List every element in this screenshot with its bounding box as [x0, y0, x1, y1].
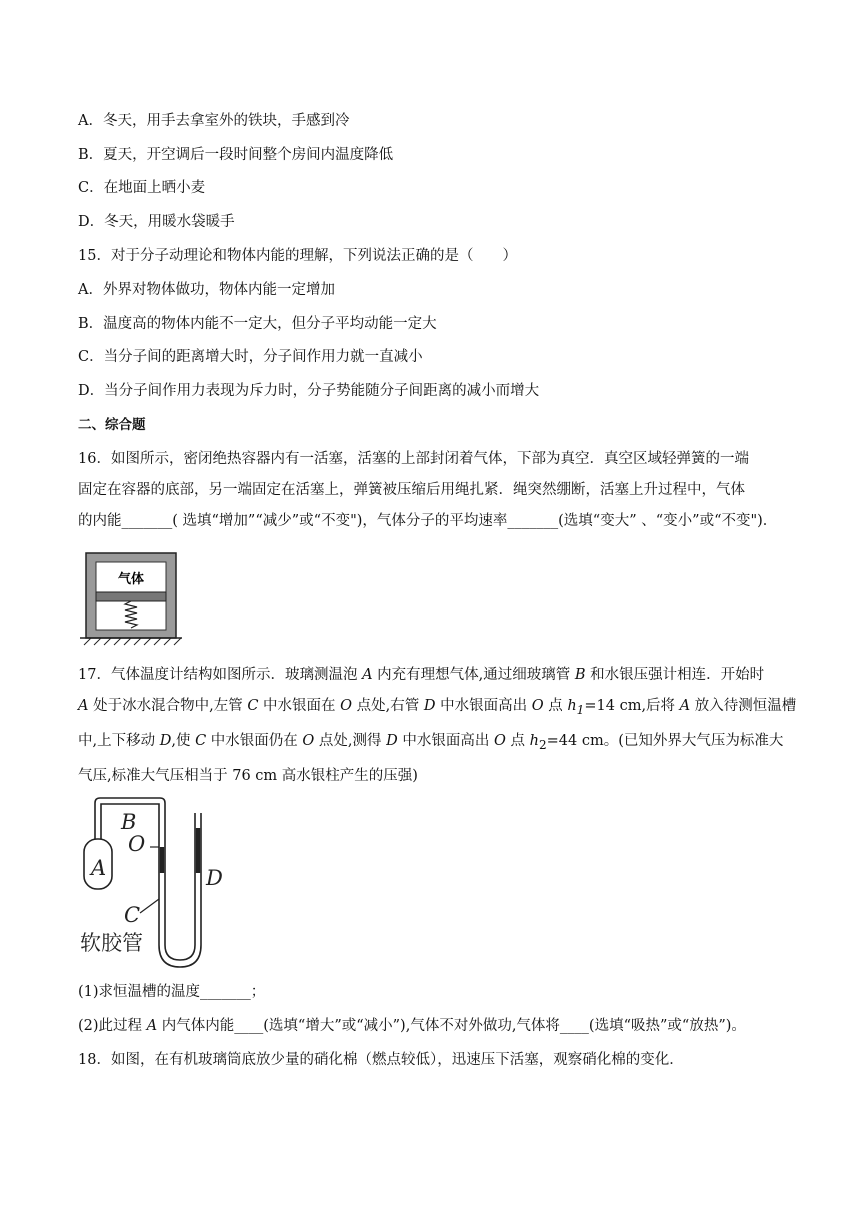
- q15-option-a: A．外界对物体做功，物体内能一定增加: [78, 282, 335, 298]
- q17-subquestion-2: (2)此过程 A 内气体内能____(选填“增大”或“减小”),气体不对外做功,气体将____(选填“吸热”或“放热”)。: [78, 1018, 746, 1034]
- q15-option-d: D．当分子间作用力表现为斥力时，分子势能随分子间距离的减小而增大: [78, 383, 540, 399]
- label-b: B: [121, 810, 137, 834]
- label-o: O: [128, 832, 146, 856]
- label-c: C: [124, 903, 141, 927]
- label-soft-tube: 软胶管: [80, 931, 143, 955]
- q15-stem: 15．对于分子动理论和物体内能的理解，下列说法正确的是（ ）: [78, 248, 517, 264]
- q16-line-1: 16．如图所示，密闭绝热容器内有一活塞，活塞的上部封闭着气体，下部为真空．真空区域轻弹簧的一端: [78, 451, 749, 467]
- q16-container-figure: [80, 550, 182, 646]
- q14-option-d: D．冬天，用暖水袋暖手: [78, 214, 235, 230]
- q15-option-c: C．当分子间的距离增大时，分子间作用力就一直减小: [78, 349, 423, 365]
- q14-option-b: B．夏天，开空调后一段时间整个房间内温度降低: [78, 147, 394, 163]
- q14-option-c: C．在地面上晒小麦: [78, 180, 206, 196]
- q14-option-a: A．冬天，用手去拿室外的铁块，手感到冷: [78, 113, 350, 129]
- c-leader: [140, 899, 159, 913]
- q16-line-3: 的内能_______( 选填“增加”“减少”或“不变")，气体分子的平均速率_______(选填“变大” 、“变小”或“不变")．: [78, 513, 778, 529]
- u-bend-inner: [165, 945, 195, 960]
- q17-line-1: 17．气体温度计结构如图所示．玻璃测温泡 A 内充有理想气体,通过细玻璃管 B 和水银压强计相连．开始时: [78, 667, 765, 683]
- q16-line-2: 固定在容器的底部，另一端固定在活塞上，弹簧被压缩后用绳扎紧．绳突然绷断，活塞上升过程中，气体: [78, 482, 745, 498]
- ground-hatch: [84, 638, 181, 645]
- q17-text: [78, 660, 797, 792]
- mercury-right: [196, 828, 200, 873]
- q16-text: [78, 444, 790, 537]
- piston: [96, 592, 166, 601]
- mercury-left: [160, 847, 164, 873]
- q17-subquestion-1: (1)求恒温槽的温度_______；: [78, 984, 266, 1000]
- q17-line-4: 气压,标准大气压相当于 76 cm 高水银柱产生的压强): [78, 767, 418, 784]
- gas-label: 气体: [117, 572, 145, 587]
- q17-line-3: 中,上下移动 D,使 C 中水银面仍在 O 点处,测得 D 中水银面高出 O 点 $h_2=44$ cm。(已知外界大气压为标准大: [78, 732, 784, 752]
- section-heading: 二、综合题: [78, 417, 146, 433]
- q15-option-b: B．温度高的物体内能不一定大，但分子平均动能一定大: [78, 316, 437, 332]
- q18-stem: 18．如图，在有机玻璃筒底放少量的硝化棉（燃点较低），迅速压下活塞，观察硝化棉的变化．: [78, 1052, 684, 1068]
- label-d: D: [206, 866, 223, 890]
- q17-line-2: A 处于冰水混合物中,左管 C 中水银面在 O 点处,右管 D 中水银面高出 O 点 $h_1=14$ cm,后将 A 放入待测恒温槽: [78, 698, 797, 717]
- q17-thermometer-figure: [70, 795, 240, 975]
- label-a: A: [91, 856, 107, 880]
